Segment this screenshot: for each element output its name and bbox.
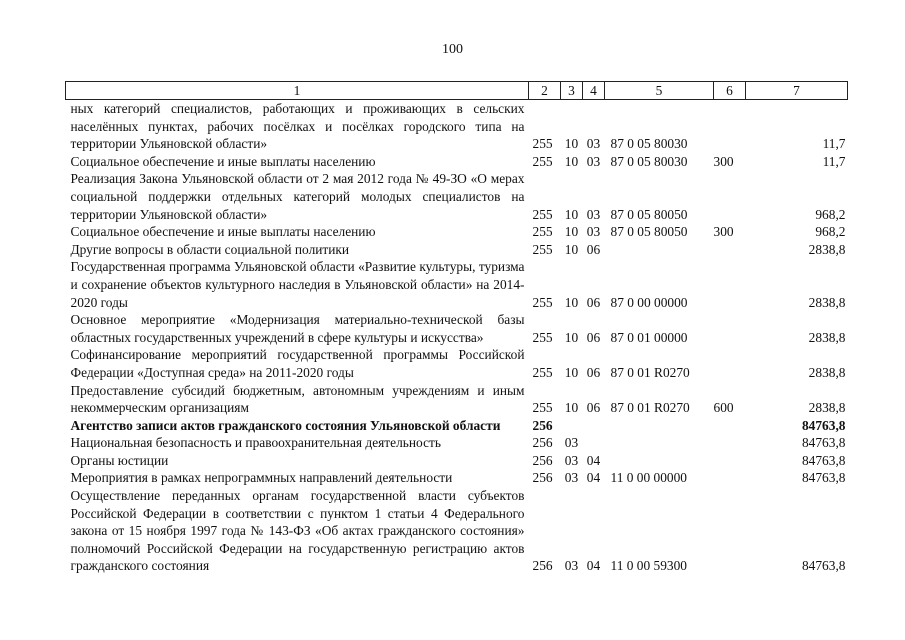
cell-amount: 968,2 (815, 206, 846, 222)
header-col-7: 7 (746, 82, 848, 100)
budget-table (65, 81, 848, 575)
cell-amount: 2838,8 (808, 294, 846, 310)
header-col-2: 2 (529, 82, 561, 100)
cell-expense-type (714, 417, 746, 435)
cell-item-name: Реализация Закона Ульяновской области от 2 мая 2012 года № 49-ЗО «О мерах социальной поддержки отдельных категорий молодых специалистов на территории Ульяновской области» (70, 171, 525, 222)
cell-admin-code: 256 (532, 435, 553, 451)
cell-section-code: 03 (564, 470, 579, 486)
table-row (66, 382, 848, 417)
header-col-5: 5 (605, 82, 714, 100)
table-row (66, 241, 848, 259)
cell-amount: 968,2 (815, 224, 846, 240)
cell-amount: 11,7 (822, 136, 846, 152)
table-row (66, 311, 848, 346)
cell-target-article (605, 452, 714, 470)
cell-section-code (561, 417, 583, 435)
cell-section-code: 03 (564, 435, 579, 451)
table-row (66, 346, 848, 381)
cell-target-article: 87 0 05 80030 (610, 136, 688, 152)
cell-amount: 84763,8 (801, 470, 846, 486)
cell-expense-type: 300 (713, 153, 734, 169)
cell-admin-code: 256 (532, 452, 553, 468)
cell-section-code: 10 (564, 364, 579, 380)
cell-section-code: 10 (564, 206, 579, 222)
cell-subsection-code (583, 417, 605, 435)
cell-amount: 84763,8 (801, 435, 846, 451)
cell-amount: 2838,8 (808, 364, 846, 380)
cell-section-code: 03 (564, 452, 579, 468)
cell-item-name: Органы юстиции (70, 452, 169, 468)
cell-item-name: Социальное обеспечение и иные выплаты населению (70, 224, 376, 240)
cell-admin-code: 255 (532, 329, 553, 345)
cell-admin-code: 255 (532, 153, 553, 169)
cell-expense-type (714, 258, 746, 311)
header-row (66, 82, 848, 100)
cell-expense-type (714, 434, 746, 452)
cell-subsection-code: 03 (586, 136, 601, 152)
cell-expense-type: 600 (713, 400, 734, 416)
cell-expense-type (714, 452, 746, 470)
cell-amount: 11,7 (822, 153, 846, 169)
page-number: 100 (442, 42, 463, 57)
cell-expense-type (714, 100, 746, 153)
table-row (66, 223, 848, 241)
table-row (66, 434, 848, 452)
cell-target-article: 11 0 00 59300 (610, 558, 687, 574)
cell-subsection-code: 04 (586, 470, 601, 486)
cell-section-code: 10 (564, 400, 579, 416)
cell-item-name: Другие вопросы в области социальной политики (70, 241, 350, 257)
cell-amount: 84763,8 (801, 452, 846, 468)
cell-amount: 84763,8 (801, 417, 846, 433)
cell-amount: 2838,8 (808, 241, 846, 257)
cell-item-name: Софинансирование мероприятий государственной программы Российской Федерации «Доступная среда» на 2011-2020 годы (70, 347, 525, 380)
cell-admin-code: 255 (532, 400, 553, 416)
cell-section-code: 10 (564, 136, 579, 152)
cell-subsection-code: 03 (586, 224, 601, 240)
cell-admin-code: 256 (532, 558, 553, 574)
cell-item-name: Предоставление субсидий бюджетным, автономным учреждениям и иным некоммерческим организациям (70, 382, 525, 416)
cell-item-name: Агентство записи актов гражданского состояния Ульяновской области (70, 417, 501, 433)
cell-item-name: ных категорий специалистов, работающих и проживающих в сельских населённых пунктах, рабочих посёлках и посёлках городского типа на территории Ульяновской области» (70, 101, 525, 152)
cell-target-article (605, 417, 714, 435)
cell-subsection-code: 06 (586, 294, 601, 310)
cell-admin-code: 255 (532, 364, 553, 380)
table-row (66, 100, 848, 153)
cell-expense-type (714, 311, 746, 346)
cell-item-name: Основное мероприятие «Модернизация материально-технической базы областных государственных учреждений в сфере культуры и искусства» (70, 312, 525, 345)
cell-target-article: 87 0 01 R0270 (610, 400, 690, 416)
table-row (66, 153, 848, 171)
cell-admin-code: 255 (532, 136, 553, 152)
cell-subsection-code: 06 (586, 241, 601, 257)
cell-target-article (605, 241, 714, 259)
cell-section-code: 10 (564, 153, 579, 169)
cell-expense-type (714, 170, 746, 223)
header-col-3: 3 (561, 82, 583, 100)
cell-subsection-code (583, 434, 605, 452)
cell-target-article: 87 0 01 00000 (610, 329, 688, 345)
cell-item-name: Государственная программа Ульяновской области «Развитие культуры, туризма и сохранение объектов культурного наследия в Ульяновской области» на 2014-2020 годы (70, 259, 525, 310)
cell-target-article: 87 0 05 80050 (610, 224, 688, 240)
budget-table-container (65, 81, 847, 575)
table-header (66, 82, 848, 100)
table-row (66, 469, 848, 487)
cell-target-article: 87 0 00 00000 (610, 294, 688, 310)
cell-section-code: 10 (564, 241, 579, 257)
table-row (66, 170, 848, 223)
cell-subsection-code: 04 (586, 558, 601, 574)
cell-section-code: 10 (564, 294, 579, 310)
cell-subsection-code: 06 (586, 329, 601, 345)
cell-admin-code: 255 (532, 294, 553, 310)
cell-admin-code: 256 (532, 417, 553, 433)
cell-item-name: Мероприятия в рамках непрограммных направлений деятельности (70, 470, 453, 486)
cell-target-article: 87 0 05 80050 (610, 206, 688, 222)
header-col-4: 4 (583, 82, 605, 100)
cell-section-code: 10 (564, 329, 579, 345)
cell-subsection-code: 06 (586, 364, 601, 380)
cell-target-article (605, 434, 714, 452)
cell-section-code: 10 (564, 224, 579, 240)
cell-subsection-code: 04 (586, 452, 601, 468)
cell-subsection-code: 06 (586, 400, 601, 416)
table-body (66, 100, 848, 576)
cell-admin-code: 255 (532, 224, 553, 240)
table-row (66, 258, 848, 311)
cell-subsection-code: 03 (586, 153, 601, 169)
cell-section-code: 03 (564, 558, 579, 574)
cell-amount: 84763,8 (801, 558, 846, 574)
cell-target-article: 87 0 05 80030 (610, 153, 688, 169)
cell-expense-type (714, 241, 746, 259)
cell-admin-code: 255 (532, 241, 553, 257)
header-col-1: 1 (66, 82, 529, 100)
cell-item-name: Осуществление переданных органам государственной власти субъектов Российской Федерации в соответствии с пунктом 1 статьи 4 Федерального закона от 15 ноября 1997 года № 143-ФЗ «Об актах гражданского состояния» полномочий Российской Федерации на государственную регистрацию актов гражданского состояния (70, 488, 525, 574)
cell-amount: 2838,8 (808, 329, 846, 345)
cell-expense-type (714, 469, 746, 487)
cell-item-name: Социальное обеспечение и иные выплаты населению (70, 153, 376, 169)
table-row (66, 487, 848, 575)
cell-admin-code: 255 (532, 206, 553, 222)
table-row (66, 452, 848, 470)
cell-subsection-code: 03 (586, 206, 601, 222)
cell-expense-type (714, 487, 746, 575)
cell-item-name: Национальная безопасность и правоохранительная деятельность (70, 435, 441, 451)
cell-expense-type (714, 346, 746, 381)
cell-expense-type: 300 (713, 224, 734, 240)
cell-target-article: 11 0 00 00000 (610, 470, 687, 486)
header-col-6: 6 (714, 82, 746, 100)
cell-target-article: 87 0 01 R0270 (610, 364, 690, 380)
cell-admin-code: 256 (532, 470, 553, 486)
table-row (66, 417, 848, 435)
cell-amount: 2838,8 (808, 400, 846, 416)
